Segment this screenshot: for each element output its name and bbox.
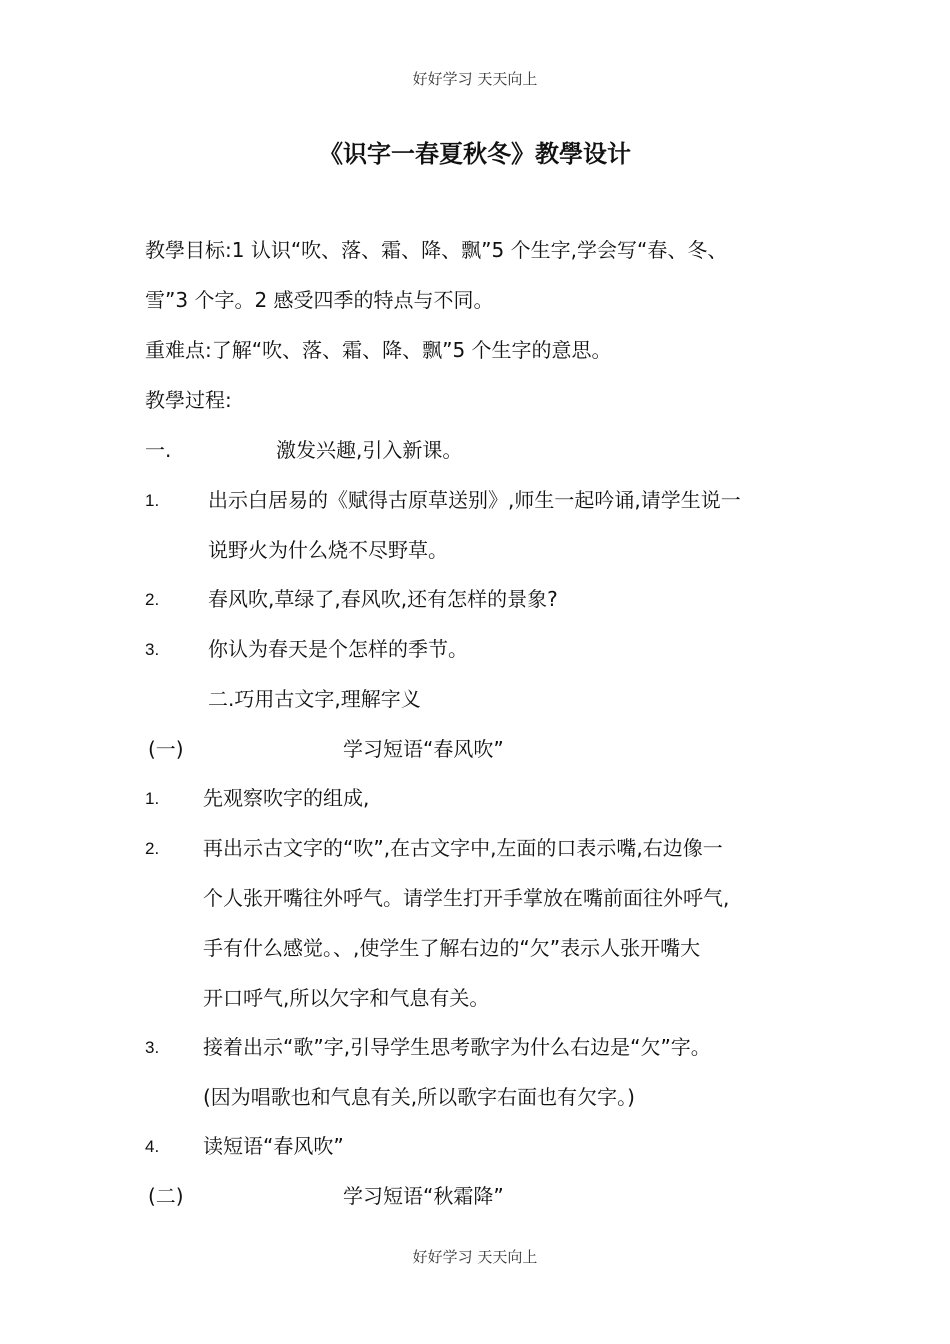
list-item-text: 春风吹,草绿了,春风吹,还有怎样的景象?	[208, 587, 558, 611]
list-number: 3.	[145, 640, 160, 659]
key-difficulty: 重难点:了解“吹、落、霜、降、飘”5 个生字的意思。	[145, 338, 612, 362]
subsection-1-marker: (一)	[148, 737, 184, 761]
list-item-text: (因为唱歌也和气息有关,所以歌字右面也有欠字。)	[203, 1085, 635, 1109]
section-1-marker: 一.	[145, 438, 172, 462]
list-item-text: 个人张开嘴往外呼气。请学生打开手掌放在嘴前面往外呼气,	[203, 886, 730, 910]
list-item-text: 先观察吹字的组成,	[203, 786, 370, 810]
subsection-1-heading: 学习短语“春风吹”	[343, 737, 504, 761]
subsection-2-heading: 学习短语“秋霜降”	[343, 1184, 504, 1208]
list-number: 1.	[145, 789, 160, 808]
list-item-text: 手有什么感觉。、,使学生了解右边的“欠”表示人张开嘴大	[203, 936, 701, 960]
list-number: 4.	[145, 1137, 160, 1156]
list-item-text: 说野火为什么烧不尽野草。	[208, 538, 448, 562]
list-item-text: 开口呼气,所以欠字和气息有关。	[203, 986, 490, 1010]
section-1-heading: 激发兴趣,引入新课。	[276, 438, 463, 462]
teaching-goal-line-2: 雪”3 个字。2 感受四季的特点与不同。	[145, 288, 494, 312]
list-item-text: 出示白居易的《赋得古原草送别》,师生一起吟诵,请学生说一	[208, 488, 741, 512]
process-label: 教學过程:	[145, 388, 232, 412]
list-number: 3.	[145, 1038, 160, 1057]
document-title: 《识字一春夏秋冬》教學设计	[319, 140, 631, 168]
teaching-goal-line-1: 教學目标:1 认识“吹、落、霜、降、飘”5 个生字,学会写“春、冬、	[145, 238, 728, 262]
section-2-heading: 二.巧用古文字,理解字义	[208, 687, 421, 711]
list-number: 2.	[145, 590, 160, 609]
list-item-text: 再出示古文字的“吹”,在古文字中,左面的口表示嘴,右边像一	[203, 836, 723, 860]
page-header: 好好学习 天天向上	[412, 70, 538, 88]
list-item-text: 接着出示“歌”字,引导学生思考歌字为什么右边是“欠”字。	[203, 1035, 711, 1059]
subsection-2-marker: (二)	[148, 1184, 184, 1208]
page-footer: 好好学习 天天向上	[412, 1248, 538, 1266]
list-number: 2.	[145, 839, 160, 858]
list-item-text: 读短语“春风吹”	[203, 1134, 344, 1158]
list-number: 1.	[145, 491, 160, 510]
list-item-text: 你认为春天是个怎样的季节。	[208, 637, 468, 661]
